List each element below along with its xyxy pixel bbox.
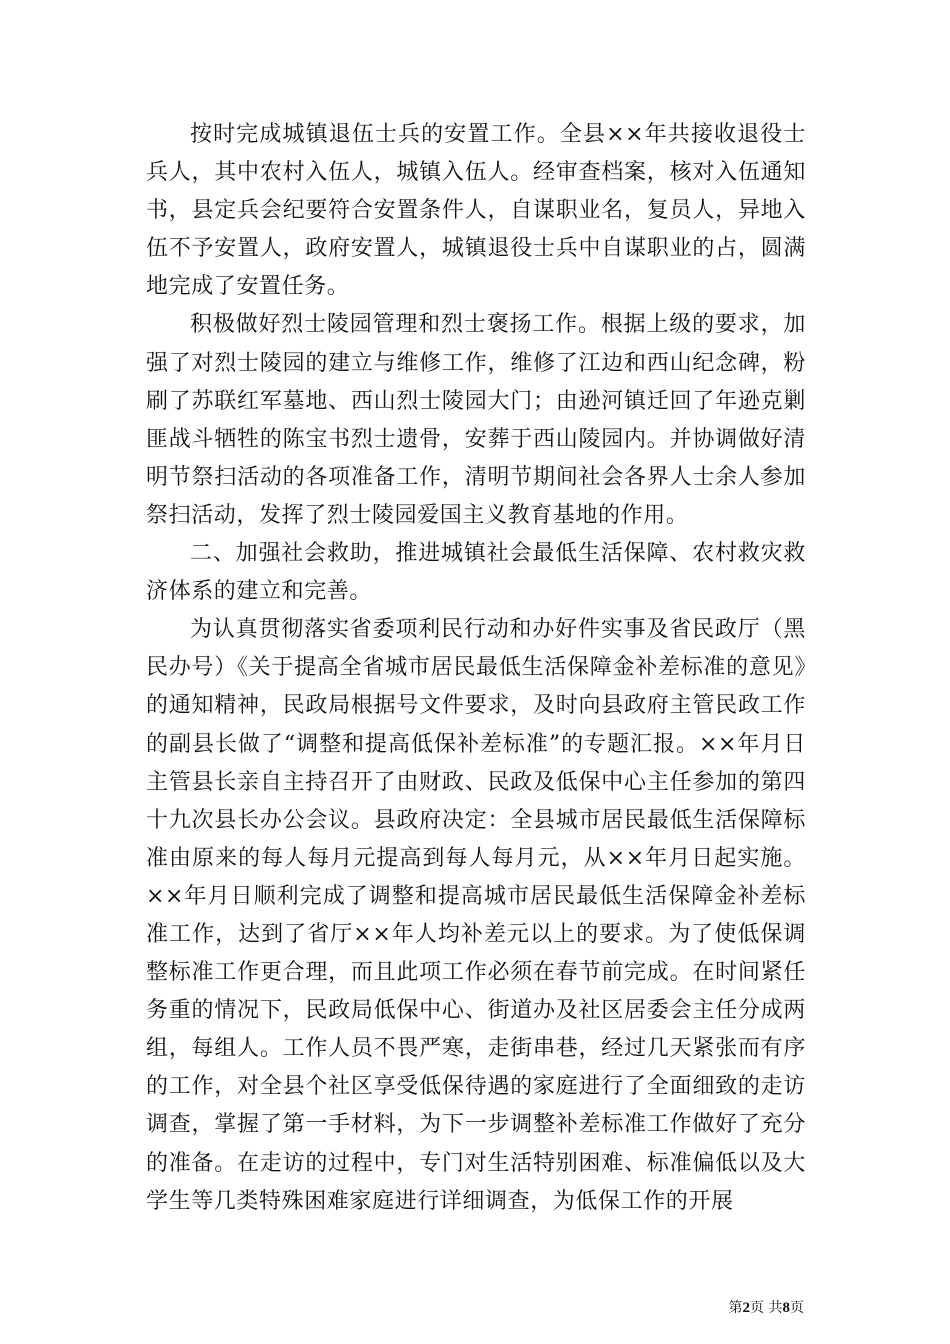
footer-prefix: 第 [728, 1300, 743, 1316]
paragraph-martyr-cemetery: 积极做好烈士陵园管理和烈士褒扬工作。根据上级的要求，加强了对烈士陵园的建立与维修工作，维修了江边和西山纪念碑，粉刷了苏联红军墓地、西山烈士陵园大门；由逊河镇迁回了年逊克剿匪战斗牺牲的陈宝书烈士遗骨，安葬于西山陵园内。并协调做好清明节祭扫活动的各项准备工作，清明节期间社会各界人士余人参加祭扫活动，发挥了烈士陵园爱国主义教育基地的作用。 [146, 312, 806, 528]
footer-total-pages: 8 [782, 1300, 790, 1316]
paragraph-minimum-living-security: 为认真贯彻落实省委项利民行动和办好件实事及省民政厅（黑民办号）《关于提高全省城市居民最低生活保障金补差标准的意见》的通知精神，民政局根据号文件要求，及时向县政府主管民政工作的副县长做了“调整和提高低保补差标准”的专题汇报。××年月日主管县长亲自主持召开了由财政、民政及低保中心主任参加的第四十九次县长办公会议。县政府决定：全县城市居民最低生活保障标准由原来的每人每月元提高到每人每月元，从××年月日起实施。××年月日顺利完成了调整和提高城市居民最低生活保障金补差标准工作，达到了省厅××年人均补差元以上的要求。为了使低保调整标准工作更合理，而且此项工作必须在春节前完成。在时间紧任务重的情况下，民政局低保中心、街道办及社区居委会主任分成两组，每组人。工作人员不畏严寒，走街串巷，经过几天紧张而有序的工作，对全县个社区享受低保待遇的家庭进行了全面细致的走访调查，掌握了第一手材料，为下一步调整补差标准工作做好了充分的准备。在走访的过程中，专门对生活特别困难、标准偏低以及大学生等几类特殊困难家庭进行详细调查，为低保工作的开展 [146, 617, 806, 1214]
footer-current-page: 2 [742, 1300, 751, 1316]
paragraph-section-heading: 二、加强社会救助，推进城镇社会最低生活保障、农村救灾救济体系的建立和完善。 [146, 541, 806, 605]
footer-suffix: 页 [790, 1300, 804, 1316]
document-body [146, 116, 806, 1221]
paragraph-veteran-placement: 按时完成城镇退伍士兵的安置工作。全县××年共接收退役士兵人，其中农村入伍人，城镇入伍人。经审查档案，核对入伍通知书，县定兵会纪要符合安置条件人，自谋职业名，复员人，异地入伍不予安置人，政府安置人，城镇退役士兵中自谋职业的占，圆满地完成了安置任务。 [146, 122, 806, 300]
footer-middle: 页 共 [750, 1300, 783, 1316]
page-footer [729, 1297, 804, 1317]
